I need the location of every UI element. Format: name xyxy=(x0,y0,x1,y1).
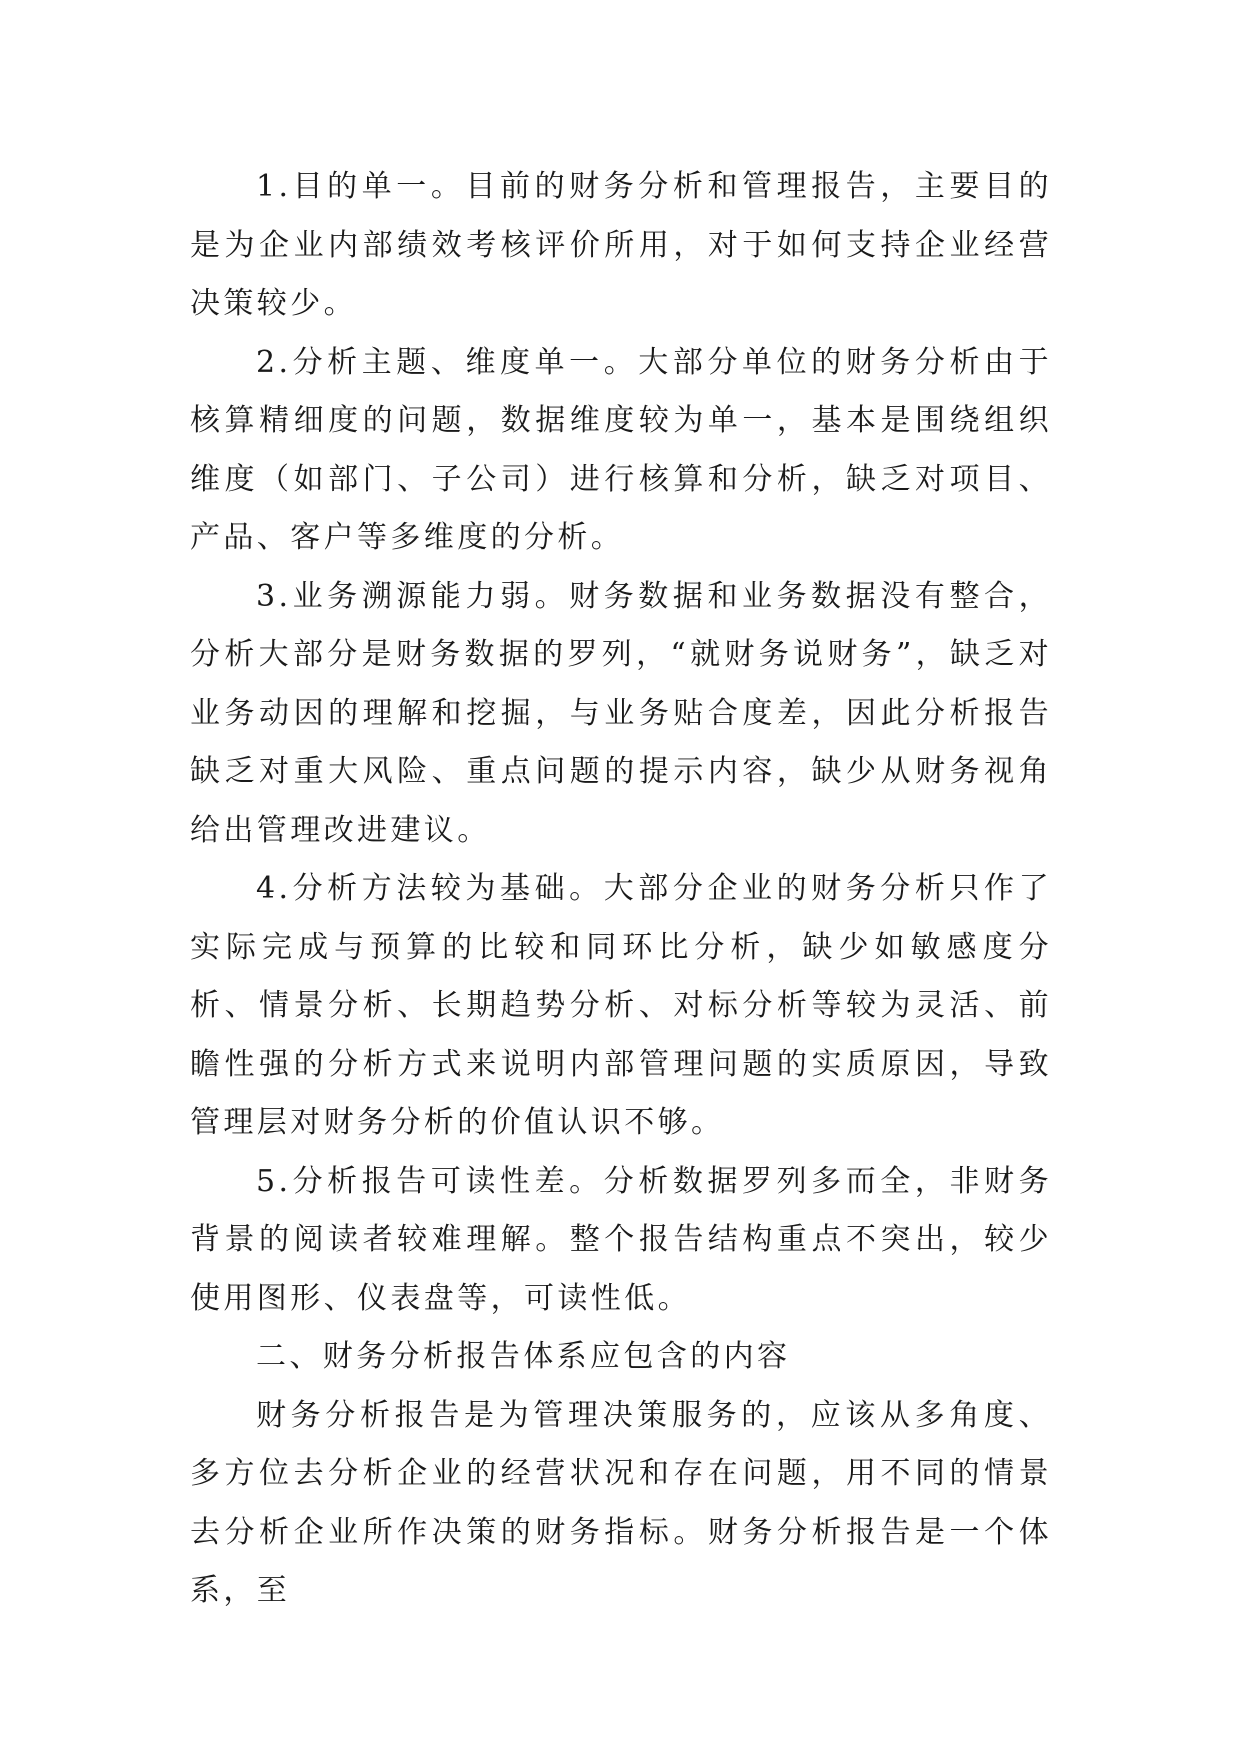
paragraph-report-readability: 5.分析报告可读性差。分析数据罗列多而全，非财务背景的阅读者较难理解。整个报告结构重点不突出，较少使用图形、仪表盘等，可读性低。 xyxy=(190,1163,1052,1316)
paragraph-report-system: 财务分析报告是为管理决策服务的，应该从多角度、多方位去分析企业的经营状况和存在问题，用不同的情景去分析企业所作决策的财务指标。财务分析报告是一个体系，至 xyxy=(190,1397,1052,1608)
paragraph-analysis-method: 4.分析方法较为基础。大部分企业的财务分析只作了实际完成与预算的比较和同环比分析，缺少如敏感度分析、情景分析、长期趋势分析、对标分析等较为灵活、前瞻性强的分析方式来说明内部管理问题的实质原因，导致管理层对财务分析的价值认识不够。 xyxy=(190,871,1052,1140)
document-body xyxy=(190,158,1052,1621)
paragraph-analysis-dimension: 2.分析主题、维度单一。大部分单位的财务分析由于核算精细度的问题，数据维度较为单一，基本是围绕组织维度（如部门、子公司）进行核算和分析，缺乏对项目、产品、客户等多维度的分析。 xyxy=(190,344,1052,555)
section-heading: 二、财务分析报告体系应包含的内容 xyxy=(256,1339,791,1374)
paragraph-business-traceability: 3.业务溯源能力弱。财务数据和业务数据没有整合，分析大部分是财务数据的罗列，“就财务说财务”，缺乏对业务动因的理解和挖掘，与业务贴合度差，因此分析报告缺乏对重大风险、重点问题的提示内容，缺少从财务视角给出管理改进建议。 xyxy=(190,578,1052,848)
paragraph-purpose-single: 1.目的单一。目前的财务分析和管理报告，主要目的是为企业内部绩效考核评价所用，对于如何支持企业经营决策较少。 xyxy=(190,169,1052,321)
